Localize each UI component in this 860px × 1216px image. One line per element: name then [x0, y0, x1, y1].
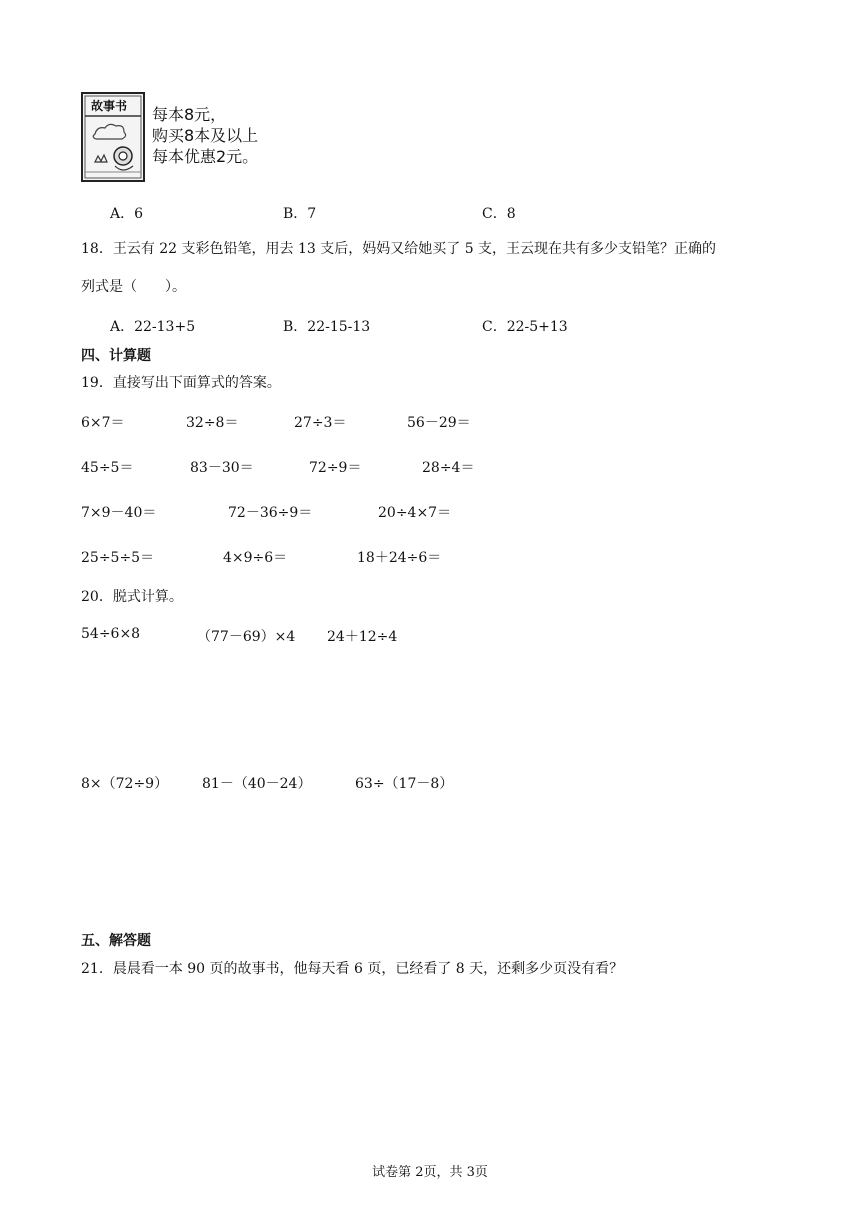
q19-item: 28÷4＝: [422, 460, 475, 476]
q20-item: 8×（72÷9）: [81, 776, 169, 792]
q19-item: 72÷9＝: [309, 460, 362, 476]
q20-item: （77－69）×4: [197, 629, 296, 645]
q20-item: 81－（40－24）: [202, 776, 312, 792]
section-heading-word-problems: 五、解答题: [81, 933, 151, 949]
q20-prompt: 20．脱式计算。: [81, 589, 183, 605]
q19-item: 18＋24÷6＝: [357, 550, 442, 566]
storybook-cover-title: 故事书: [91, 99, 128, 113]
q19-item: 72－36÷9＝: [228, 505, 313, 521]
section-heading-calculation: 四、计算题: [81, 348, 151, 364]
q20-item: 54÷6×8: [81, 626, 141, 642]
q19-item: 45÷5＝: [81, 460, 134, 476]
q20-item: 24＋12÷4: [327, 629, 398, 645]
q19-item: 7×9－40＝: [81, 505, 157, 521]
q17-option-c: C．8: [482, 206, 516, 222]
q19-item: 25÷5÷5＝: [81, 550, 155, 566]
q19-item: 4×9÷6＝: [223, 550, 288, 566]
q20-item: 63÷（17－8）: [355, 776, 454, 792]
storybook-image: [81, 92, 145, 182]
q19-item: 27÷3＝: [294, 415, 347, 431]
q18-text-line-2: 列式是（ ）。: [81, 279, 186, 295]
q19-prompt: 19．直接写出下面算式的答案。: [81, 375, 281, 391]
q18-option-a: A．22-13+5: [110, 319, 196, 335]
q19-item: 83－30＝: [190, 460, 254, 476]
q17-option-a: A．6: [110, 206, 144, 222]
q21-text: 21．晨晨看一本 90 页的故事书，他每天看 6 页，已经看了 8 天，还剩多少页没有看？: [81, 961, 624, 977]
q18-option-b: B．22-15-13: [283, 319, 371, 335]
promo-line-2: 购买8本及以上: [152, 126, 259, 145]
page-footer: 试卷第 2页，共 3页: [372, 1165, 488, 1180]
promo-line-1: 每本8元，: [152, 105, 227, 124]
q19-item: 6×7＝: [81, 415, 125, 431]
q19-item: 56－29＝: [407, 415, 471, 431]
storybook-promo-text: [152, 104, 258, 167]
promo-line-3: 每本优惠2元。: [152, 147, 259, 166]
q19-item: 20÷4×7＝: [378, 505, 452, 521]
q19-item: 32÷8＝: [186, 415, 239, 431]
q18-option-c: C．22-5+13: [482, 319, 568, 335]
q18-text-line-1: 18．王云有 22 支彩色铅笔，用去 13 支后，妈妈又给她买了 5 支，王云现在共有多少支铅笔？正确的: [81, 241, 717, 257]
q17-option-b: B．7: [283, 206, 317, 222]
